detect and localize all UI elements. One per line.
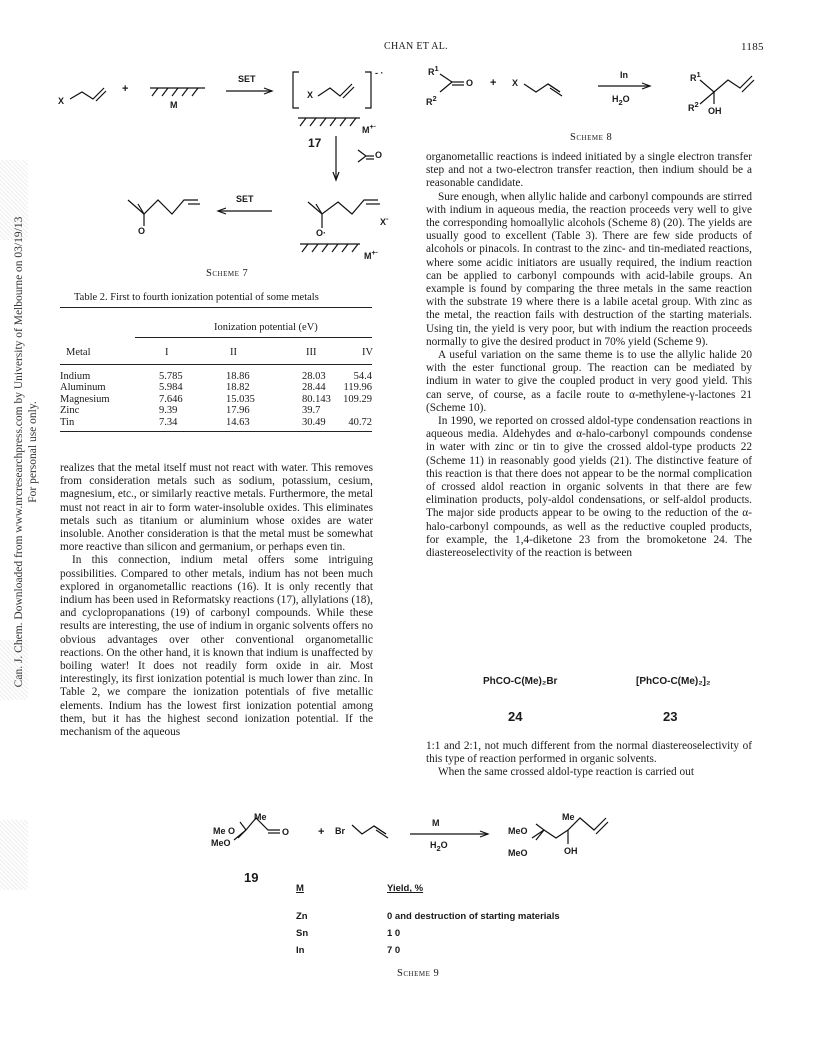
x-label: X: [58, 96, 65, 106]
col-iv: IV: [362, 347, 374, 358]
paragraph: A useful variation on the same theme is to use the allylic halide 20 with the ester functional group. The reaction can be mediated by indium in water to give the coupled product in very good yield. This can serve, of course, as a facile route to α-methylene-γ-lactones 21 (Scheme 10).: [426, 349, 752, 414]
scheme-8-label: Scheme 8: [570, 132, 613, 143]
yield-zn: 0 and destruction of starting materials: [387, 911, 560, 922]
paragraph: When the same crossed aldol-type reaction is carried out: [438, 766, 694, 779]
compound-23-label: 23: [663, 709, 678, 724]
oh-label: OH: [708, 106, 722, 116]
watermark-line-1: Can. J. Chem. Downloaded from www.nrcresearchpress.com by University of Melbourne on 03/19/13: [13, 216, 25, 688]
r1-label: $R^1$: [428, 64, 439, 77]
alkoxide-o: O: [138, 226, 146, 236]
metal-cation-2: M+·: [364, 248, 379, 261]
carbonyl-o: O: [466, 78, 474, 88]
table-group-header: Ionization potential (eV): [214, 322, 318, 333]
paragraph: In this connection, indium metal offers some intriguing possibilities. Compared to other metals, indium has not been much explored in organometallic reactions (16). It is only recently that indium has been used in Reformatsky reactions (17), allylations (18), and cyclopropanations (19) of carbonyl compounds. While these results are interesting, the use of indium in organic solvents offers no obvious advantages over other conventional organometallic reactions. On the other hand, it is known that indium is unaffected by boiling water! It does not readily form oxide in air. Most interestingly, its first ionization potential is much lower than zinc. In Table 2, we compare the ionization potentials of five metallic elements. Indium has the lowest first ionization potential among them, but it has the highest second ionization potential. If the mechanism of the aqueous: [60, 554, 373, 739]
plus-sign: +: [318, 826, 325, 838]
paragraph: In 1990, we reported on crossed aldol-type condensation reactions in aqueous media. Aldehydes and α-halo-carbonyl compounds condense in water with zinc or tin to give the crossed aldol-type products 22 (Scheme 11) in reasonably good yields (21). The distinctive feature of this reaction is that there does not appear to be the normal complication of crossed aldol reaction in organic solvents in that there are few elimination products, poly-aldol condensations, or self-aldol products. The major side products appear to be owing to the reduction of the α-halo-carbonyl compounds, as well as the reductive coupled products, for example, the 1,4-diketone 23 from the bromoketone 24. The diastereoselectivity of the reaction is between: [426, 415, 752, 560]
paragraph: 1:1 and 2:1, not much different from the normal diastereoselectivity of this type of reaction performed in organic solvents.: [426, 740, 752, 766]
radical-o: O·: [316, 228, 327, 238]
set-label-top: SET: [238, 74, 256, 84]
compound-24-formula: PhCO-C(Me)₂Br: [483, 676, 558, 687]
table-row: Magnesium 7.646 15.035 80.143 109.29: [60, 393, 372, 405]
yield-column-header: Yield, %: [387, 883, 424, 894]
metal-zn: Zn: [296, 911, 308, 922]
paragraph: Sure enough, when allylic halide and carbonyl compounds are stirred with indium in aqueous media, the reaction proceeds very well to give the corresponding homoallylic alcohols (Scheme 8) (20). The yields are usually good to excellent (Table 3). There are few side products of alcohols or pinacols. In contrast to the zinc- and tin-mediated reactions, where some acidic initiators are usually required, the indium reaction can be applied to carbonyl compounds with acid-labile groups. An example is found by comparing the three metals in the same reaction with the substrate 19 where there is a labile acetal group. With zinc as the metal, the reaction fails with destruction of the starting materials. Using tin, the yield is very poor, but with indium the reaction proceeds normally to give the desired product in 70% yield (Scheme 9).: [426, 190, 752, 348]
set-label-bottom: SET: [236, 194, 254, 204]
col-iii: III: [306, 347, 317, 358]
br-label: Br: [335, 826, 346, 836]
yield-in: 7 0: [387, 945, 401, 956]
r2-product: $R^2$: [688, 100, 699, 113]
table-row: Zinc 9.39 17.96 39.7: [60, 405, 321, 417]
page-number: 1185: [741, 41, 764, 53]
r1-product: $R^1$: [690, 70, 701, 83]
paragraph: realizes that the metal itself must not react with water. This removes from consideration metals such as sodium, potassium, cesium, magnesium, etc., or similarly reactive metals. Furthermore, the metal must not react in air to form water-insoluble oxides. This eliminates metals such as titanium or aluminium whose oxides are water insoluble. Another consideration is that the metal must be somewhat more reactive than silicon and germanium, or perhaps even tin.: [60, 462, 373, 554]
indium-label: In: [620, 70, 628, 80]
col-metal: Metal: [66, 347, 91, 358]
compound-17: 17: [308, 136, 322, 150]
scheme-9-label: Scheme 9: [397, 968, 440, 979]
compound-19-label: 19: [244, 870, 259, 885]
running-head: CHAN ET AL.: [384, 41, 448, 52]
me-product: Me: [562, 812, 575, 822]
table-2-caption: Table 2. First to fourth ionization potential of some metals: [74, 292, 319, 303]
compound-24-label: 24: [508, 709, 523, 724]
radical-anion-charge: - ·: [375, 68, 384, 78]
meo-label-2: MeO: [211, 838, 231, 848]
col-ii: II: [230, 347, 237, 358]
x-label-bracket: X: [307, 90, 314, 100]
ketone-o: O: [282, 827, 290, 837]
table-row: Tin 7.34 14.63 30.49 40.72: [60, 416, 372, 428]
meo-label-1: Me O: [213, 826, 236, 836]
meo-product-1: MeO: [508, 826, 528, 836]
metal-in: In: [296, 945, 305, 956]
metal-sn: Sn: [296, 928, 309, 939]
metal-column-header: M: [296, 883, 304, 894]
me-label: Me: [254, 812, 267, 822]
yield-sn: 1 0: [387, 928, 401, 939]
paragraph: organometallic reactions is indeed initiated by a single electron transfer step and not a two-electron transfer reaction, then indium should be a reasonable candidate.: [426, 151, 752, 190]
x-label: X: [512, 78, 519, 88]
water-label: $H_2O$: [612, 94, 630, 107]
x-minus: X-: [380, 214, 389, 227]
metal-label: M: [170, 100, 178, 110]
plus-sign: +: [122, 83, 129, 95]
plus-sign: +: [490, 77, 497, 89]
metal-label: M: [432, 818, 440, 828]
oh-label: OH: [564, 846, 578, 856]
compound-23-formula: [PhCO-C(Me)₂]₂: [636, 676, 711, 687]
table-row: Indium 5.785 18.86 28.03 54.4: [60, 371, 372, 382]
r2-label: $R^2$: [426, 94, 437, 107]
meo-product-2: MeO: [508, 848, 528, 858]
metal-cation: M+·: [362, 122, 377, 135]
watermark-line-2: For personal use only.: [27, 401, 39, 503]
col-i: I: [165, 347, 169, 358]
acetone-o: O: [375, 150, 383, 160]
water-label: $H_2O$: [430, 840, 448, 853]
scheme-7-label: Scheme 7: [206, 268, 249, 279]
table-row: Aluminum 5.984 18.82 28.44 119.96: [60, 382, 372, 394]
